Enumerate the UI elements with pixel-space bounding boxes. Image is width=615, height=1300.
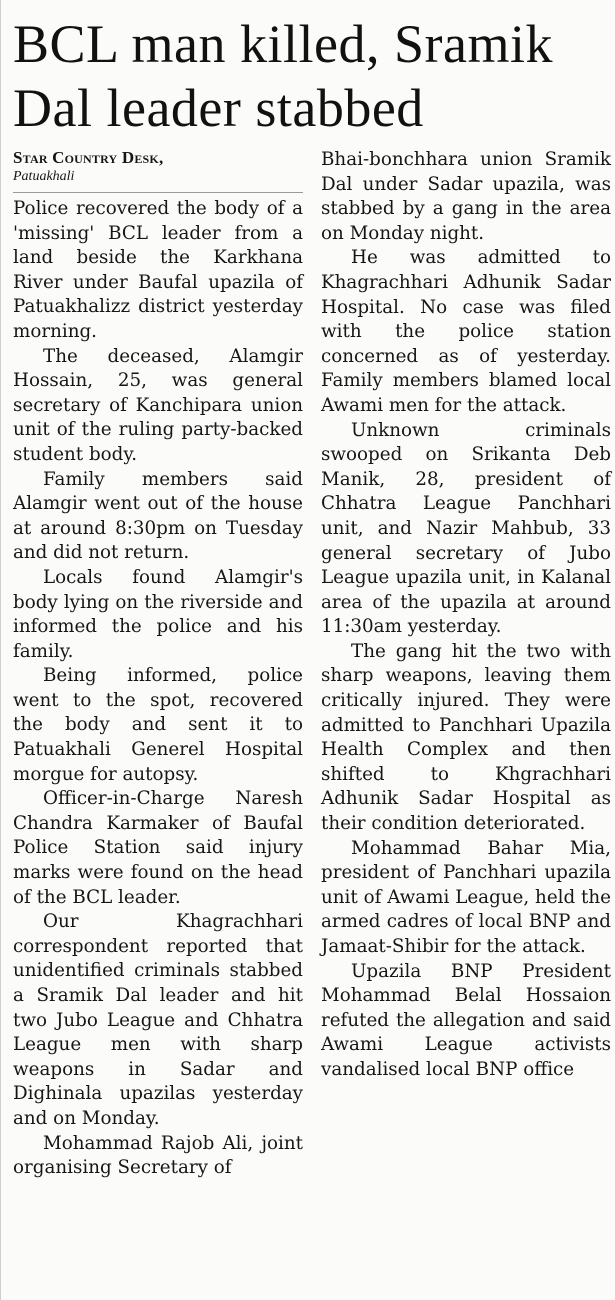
paragraph: Locals found Alamgir's body lying on the riverside and informed the police and his family.	[13, 566, 303, 662]
byline	[13, 148, 303, 186]
paragraph: Unknown criminals swooped on Srikanta Deb Manik, 28, president of Chhatra League Panchhari unit, and Nazir Mahbub, 33 general secretary of Jubo League upazila unit, in Kalanal area of the upazila at around 11:30am yesterday.	[321, 419, 611, 638]
paragraph: Police recovered the body of a 'missing' BCL leader from a land beside the Karkhana River under Baufal upazila of Patuakhalizz district yesterday morning.	[13, 198, 303, 342]
left-column	[13, 148, 303, 1181]
headline: BCL man killed, Sramik Dal leader stabbed	[13, 14, 553, 138]
byline-divider	[13, 192, 303, 193]
paragraph: Being informed, police went to the spot, recovered the body and sent it to Patuakhali Generel Hospital morgue for autopsy.	[13, 665, 303, 785]
byline-desk: Star Country Desk,	[13, 148, 164, 167]
paragraph: Our Khagrachhari correspondent reported that unidentified criminals stabbed a Sramik Dal leader and hit two Jubo League and Chhatra League men with sharp weapons in Sadar and Dighinala upazilas yesterday and on Monday.	[13, 911, 303, 1129]
paragraph: Officer-in-Charge Naresh Chandra Karmaker of Baufal Police Station said injury marks were found on the head of the BCL leader.	[13, 788, 303, 908]
paragraph: The deceased, Alamgir Hossain, 25, was general secretary of Kanchipara union unit of the ruling party-backed student body.	[13, 345, 303, 465]
paragraph: Upazila BNP President Mohammad Belal Hossaion refuted the allegation and said Awami League activists vandalised local BNP office	[321, 960, 611, 1080]
paragraph: Bhai-bonchhara union Sramik Dal under Sadar upazila, was stabbed by a gang in the area on Monday night.	[321, 149, 611, 244]
paragraph: He was admitted to Khagrachhari Adhunik Sadar Hospital. No case was filed with the police station concerned as of yesterday. Family members blamed local Awami men for the attack.	[321, 247, 611, 416]
paragraph: Mohammad Bahar Mia, president of Panchhari upazila unit of Awami League, held the armed cadres of local BNP and Jamaat-Shibir for the attack.	[321, 837, 611, 957]
paragraph: Family members said Alamgir went out of the house at around 8:30pm on Tuesday and did not return.	[13, 468, 303, 564]
paragraph: Mohammad Rajob Ali, joint organising Secretary of	[13, 1132, 303, 1179]
right-column	[321, 148, 611, 1083]
paragraph: The gang hit the two with sharp weapons, leaving them critically injured. They were admitted to Panchhari Upazila Health Complex and then shifted to Khgrachhari Adhunik Sadar Hospital as their condition deteriorated.	[321, 640, 611, 835]
byline-place: Patuakhali	[13, 169, 75, 184]
